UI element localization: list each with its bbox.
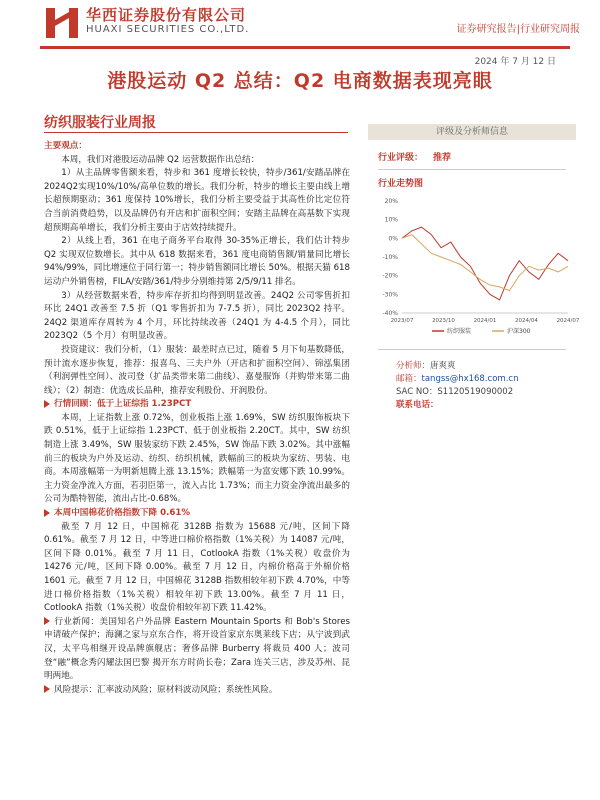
paragraph: 1）从主品牌零售额来看，特步和 361 度增长较快，特步/361/安踏品牌在2024Q2实现10%/10%/高单位数的增长。我们分析，特步的增长主要由线上增长超预期驱动；361 度保持 10%增长，我们分析主要受益于其高性价比定位符合当前消费趋势，以及品牌仍有开店和扩面积空间；安踏主品牌在高基数下实现超预期高单增长，我们分析主要由于店效持续提升。 (44, 168, 350, 233)
paragraph: 3）从经营数据来看，特步库存折扣均得到明显改善。24Q2 公司零售折扣环比 24Q1 改善至 7.5 折（Q1 零售折扣为 7-7.5 折），同比 2023Q2 持平。24Q2 渠道库存周转为 4 个月，环比持续改善（24Q1 为 4-4.5 个月），同比 2023Q2（5 个月）有明显改善。 (44, 290, 350, 342)
analyst-name: 唐爽爽 (430, 361, 456, 371)
paragraph: 投资建议：我们分析，（1）服装：最差时点已过，随着 5 月下旬基数降低，预计流水逐步恢复，推荐：报喜鸟、三夫户外（开店和扩面积空间）、锦泓集团（利润弹性空间）、波司登（扩品类带来第二曲线）、嘉曼服饰（并购带来第二曲线）；（2）制造：优选成长品种，推荐安利股份、开润股份。 (44, 344, 350, 396)
risk-warning (44, 684, 350, 698)
series-line-csi300 (402, 235, 568, 291)
trend-chart-label: 行业走势图 (378, 179, 424, 189)
x-tick-label: 2024/01 (473, 318, 497, 324)
divider (378, 349, 566, 350)
sidebar (368, 124, 580, 412)
y-tick-label: 20% (384, 198, 398, 205)
contact-phone-label: 联系电话： (396, 400, 439, 410)
analyst-email-link[interactable]: tangss@hx168.com.cn (421, 374, 519, 384)
paragraph: 本周，我们对港股运动品牌 Q2 运营数据作出总结： (61, 154, 260, 165)
analyst-row (396, 360, 576, 373)
y-tick-label: -20% (382, 272, 398, 280)
y-tick-label: 0% (388, 235, 398, 243)
x-tick-label: 2024/07 (556, 318, 580, 324)
report-date: 2024 年 7 月 12 日 (474, 57, 556, 67)
report-header (0, 0, 600, 60)
section-heading (44, 398, 350, 412)
sac-number: S1120519090002 (437, 387, 514, 397)
y-tick-label: 10% (384, 216, 398, 224)
sac-label: SAC NO： (396, 387, 438, 397)
main-content (44, 140, 350, 697)
triangle-bullet-icon (44, 617, 50, 625)
company-name-cn: 华西证券股份有限公司 (86, 6, 247, 24)
legend-label: 沪深300 (507, 328, 531, 335)
paragraph: 截至 7 月 12 日，中国棉花 3128B 指数为 15688 元/吨，区间下降 0.61%。截至 7 月 12 日，中等进口棉价格指数（1%关税）为 14087 元/吨，区间下降 0.01%。截至 7 月 11 日，CotlookA 指数（1%关税）收盘价为 14276 元/吨，区间下降 0.00%。截至 7 月 12 日，内棉价格高于外棉价格 1601 元。截至 7 月 12 日，中国棉花 3128B 指数相较年初下跌 4.70%，中等进口棉价格指数（1%关税）相较年初下跌 13.00%。截至 7 月 11 日，CotlookA 指数（1%关税）收盘价相较年初下跌 11.42%。 (44, 521, 350, 614)
paragraph: 2）从线上看，361 在电子商务平台取得 30-35%正增长，我们估计特步 Q2 实现双位数增长。其中从 618 数据来看，361 度电商销售额/销量同比增长 94%/99%，同比增速位于同行第一；特步销售额同比增长 50%。根据天猫 618 运动户外销售榜，FILA/安踏/361/特步分别维持第 2/5/9/11 排名。 (44, 236, 350, 287)
triangle-bullet-icon (44, 400, 50, 408)
industry-news (44, 616, 350, 684)
section-heading (44, 507, 350, 521)
triangle-bullet-icon (44, 685, 50, 693)
huaxi-logo-icon (44, 6, 80, 40)
rating-value: 推荐 (433, 153, 452, 163)
series-line-textile (402, 227, 568, 300)
company-name-en: HUAXI SECURITIES CO.,LTD. (86, 24, 250, 35)
header-divider (40, 46, 570, 49)
rating-label: 行业评级： (378, 153, 424, 163)
subtitle-underline (44, 132, 348, 133)
sac-row (396, 386, 576, 399)
divider (378, 169, 566, 170)
section-heading-text: 行情回顾：低于上证综指 1.23PCT (54, 399, 192, 410)
report-type: 证券研究报告|行业研究周报 (456, 24, 580, 35)
x-tick-label: 2023/07 (390, 318, 414, 324)
section-heading-text: 本周中国棉花价格指数下降 0.61% (54, 508, 190, 519)
main-points-heading: 主要观点： (44, 141, 87, 151)
industry-news-text: 行业新闻：美国知名户外品牌 Eastern Mountain Sports 和 Bob's Stores 申请破产保护；海澜之家与京东合作，将开设首家京东奥莱线下店；从宁波到武汉，太平鸟相继开设品牌旗舰店；奢侈品牌 Burberry 将裁员 400 人；波司登“融”概念秀闪耀法国巴黎 揭开东方时尚长卷；Zara 连关三店，涉及苏州、昆明两地。 (44, 616, 350, 682)
y-tick-label: -10% (382, 254, 398, 261)
email-row (396, 373, 576, 386)
analyst-info (368, 360, 576, 412)
trend-chart-svg (368, 193, 580, 343)
x-tick-label: 2024/04 (515, 318, 538, 324)
report-title: 港股运动 Q2 总结：Q2 电商数据表现亮眼 (107, 70, 493, 92)
y-tick-label: -30% (382, 291, 398, 299)
industry-rating (368, 150, 576, 163)
report-subtitle: 纺织服装行业周报 (44, 115, 156, 131)
triangle-bullet-icon (44, 509, 50, 517)
analyst-label: 分析师： (396, 361, 431, 371)
trend-chart (368, 193, 580, 343)
x-tick-label: 2023/10 (432, 318, 455, 324)
y-tick-label: -40% (382, 310, 398, 317)
risk-warning-text: 风险提示：汇率波动风险；原材料波动风险；系统性风险。 (54, 684, 278, 695)
legend-label: 纺织服装 (447, 328, 472, 335)
paragraph: 本周，上证指数上涨 0.72%，创业板指上涨 1.69%，SW 纺织服饰板块下跌 0.51%，低于上证综指 1.23PCT、低于创业板指 2.20CT。其中，SW 纺织制造上涨 3.49%，SW 服装家纺下跌 2.45%，SW 饰品下跌 3.02%。其中涨幅前三的板块为户外及运动、纺织、纺织机械，跌幅前三的板块为家纺、男装、电商。本周涨幅第一为明新旭腾上涨 13.15%；跌幅第一为富安娜下跌 10.99%。主力资金净流入方面，若羽臣第一，流入占比 1.73%；而主力资金净流出最多的公司为酷特智能，流出占比-0.68%。 (44, 412, 350, 505)
email-label: 邮箱： (396, 374, 422, 384)
sidebar-title: 评级及分析师信息 (368, 124, 576, 140)
